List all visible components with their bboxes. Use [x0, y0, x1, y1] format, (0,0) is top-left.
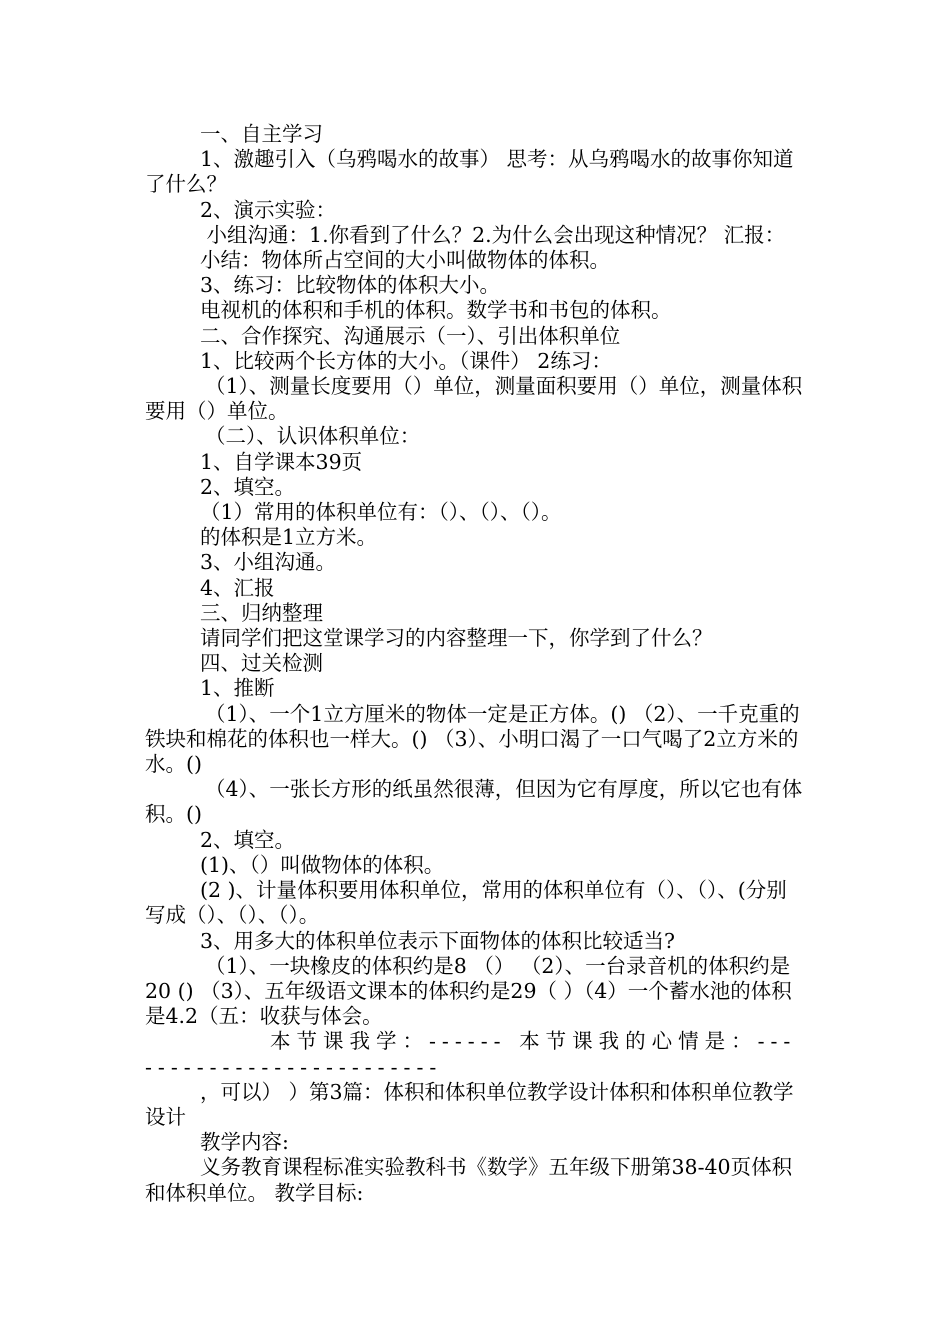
section-heading-self-study: 一、自主学习	[200, 122, 323, 146]
paragraph: 的体积是1立方米。	[200, 525, 378, 550]
section-heading-summary: 三、归纳整理	[200, 600, 323, 625]
section-heading-checkpoint: 四、过关检测	[200, 651, 323, 676]
paragraph-teaching-content-label: 教学内容:	[200, 1130, 289, 1155]
paragraph: 请同学们把这堂课学习的内容整理一下，你学到了什么？	[200, 626, 713, 651]
paragraph: （4）、一张长方形的纸虽然很薄，但因为它有厚度，所以它也有体积。()	[145, 777, 803, 827]
paragraph: 2、填空。	[200, 827, 296, 852]
paragraph: (2 )、计量体积要用体积单位，常用的体积单位有（）、（）、(分别写成（）、（）、（）。	[145, 878, 787, 928]
paragraph: 4、汇报	[200, 575, 275, 600]
paragraph: (1)、（）叫做物体的体积。	[200, 852, 445, 877]
paragraph: （1）、一块橡皮的体积约是8 （） （2）、一台录音机的体积约是 20 () （3）、五年级语文课本的体积约是29（ ）（4）一个蓄水池的体积是4.2（五：收获与体会。	[145, 953, 797, 1029]
paragraph: 1、比较两个长方体的大小。（课件） 2练习：	[200, 348, 612, 373]
paragraph: 3、小组沟通。	[200, 550, 337, 575]
paragraph: 1、自学课本39页	[200, 449, 363, 474]
paragraph-reflection: 本节课我学：------ 本节课我的心情是：--------------------------	[145, 1029, 797, 1079]
paragraph: （1）常用的体积单位有：（）、（）、（）。	[200, 500, 562, 525]
section-heading-cooperative-exploration: 二、合作探究、沟通展示（一）、引出体积单位	[200, 323, 621, 348]
paragraph: 1、推断	[200, 676, 275, 701]
document-body	[145, 122, 805, 1206]
paragraph: 小结：物体所占空间的大小叫做物体的体积。	[200, 248, 610, 273]
paragraph: 义务教育课程标准实验教科书《数学》五年级下册第38-40页体积和体积单位。 教学目标:	[145, 1155, 793, 1205]
paragraph: （1）、测量长度要用（）单位，测量面积要用（）单位，测量体积要用（）单位。	[145, 374, 803, 424]
paragraph: 2、演示实验：	[200, 197, 337, 222]
paragraph: 小组沟通：1.你看到了什么？2.为什么会出现这种情况？ 汇报：	[200, 222, 786, 247]
paragraph: （1）、一个1立方厘米的物体一定是正方体。() （2）、一千克重的铁块和棉花的体积也一样大。() （3）、小明口渴了一口气喝了2立方米的水。()	[145, 701, 800, 777]
paragraph: 3、练习：比较物体的体积大小。	[200, 273, 501, 298]
paragraph: （二）、认识体积单位：	[205, 424, 421, 449]
paragraph: 电视机的体积和手机的体积。数学书和书包的体积。	[200, 298, 672, 323]
paragraph: 1、激趣引入（乌鸦喝水的故事） 思考：从乌鸦喝水的故事你知道了什么？	[145, 147, 794, 197]
paragraph: 2、填空。	[200, 474, 296, 499]
paragraph: ，可以） ）第3篇：体积和体积单位教学设计体积和体积单位教学设计	[145, 1079, 794, 1129]
paragraph: 3、用多大的体积单位表示下面物体的体积比较适当?	[200, 928, 676, 953]
